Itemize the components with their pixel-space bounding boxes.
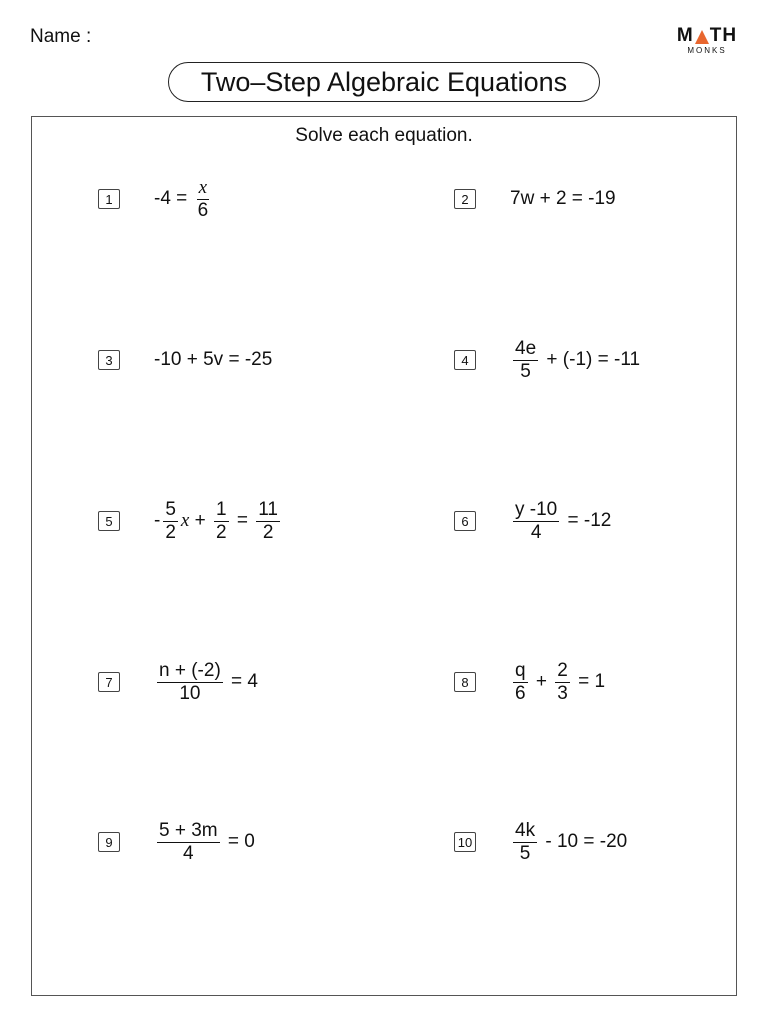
problem-6 (454, 491, 611, 551)
math-monks-logo (676, 26, 738, 56)
problem-1 (98, 169, 213, 229)
problem-number-box: 3 (98, 350, 120, 370)
problem-3 (98, 330, 272, 390)
equation-text: -4 = (154, 188, 193, 209)
numerator: 5 (165, 498, 176, 520)
fraction (513, 339, 538, 382)
fraction (513, 821, 537, 864)
denominator: 6 (515, 682, 526, 704)
fraction (214, 500, 229, 543)
equation-text: = 4 (225, 671, 259, 692)
denominator: 3 (557, 682, 568, 704)
numerator: 1 (216, 498, 227, 520)
equation-text: - (154, 510, 161, 531)
equation-text: = 0 (222, 831, 255, 852)
fraction (196, 178, 211, 221)
numerator: q (515, 659, 526, 681)
equation-text: - 10 = -20 (540, 831, 628, 852)
instruction-text: Solve each equation. (295, 125, 473, 146)
equation-text: = -12 (562, 510, 612, 531)
problem-4 (454, 330, 640, 390)
problem-number-box: 5 (98, 511, 120, 531)
fraction (513, 661, 528, 704)
logo-triangle-icon (695, 30, 709, 44)
equation (510, 821, 627, 864)
numerator: 11 (258, 498, 278, 520)
equation-text: 7w + 2 = -19 (510, 188, 616, 209)
problem-8 (454, 652, 605, 712)
name-label: Name : (30, 26, 92, 47)
numerator: 5 + 3m (159, 819, 218, 841)
equation (154, 349, 272, 371)
problem-number-box: 8 (454, 672, 476, 692)
numerator: n + (-2) (159, 659, 221, 681)
worksheet-title: Two–Step Algebraic Equations (168, 62, 600, 102)
fraction (513, 500, 559, 543)
equation-text: = 1 (572, 671, 606, 692)
equation (154, 821, 255, 864)
denominator: 5 (519, 842, 531, 864)
numerator: 4k (515, 819, 536, 841)
numerator: y -10 (515, 498, 558, 520)
problem-2 (454, 169, 616, 229)
problem-5 (98, 491, 283, 551)
equation (154, 178, 213, 221)
fraction (157, 661, 223, 704)
problem-number-box: 10 (454, 832, 476, 852)
numerator: 4e (515, 337, 537, 359)
denominator: 5 (520, 360, 531, 382)
equation-text: = (231, 510, 254, 531)
equation-text: + (-1) = -11 (541, 349, 641, 370)
logo-text-right: TH (709, 25, 738, 46)
problem-number-box: 7 (98, 672, 120, 692)
problem-9 (98, 812, 255, 872)
problem-7 (98, 652, 258, 712)
equation-text: + (530, 671, 553, 692)
equation (154, 500, 283, 543)
equation (510, 339, 640, 382)
variable: x (180, 510, 190, 531)
problem-number-box: 4 (454, 350, 476, 370)
problem-number-box: 6 (454, 511, 476, 531)
fraction (157, 821, 220, 864)
fraction (555, 661, 570, 704)
numerator: x (198, 176, 208, 198)
logo-text-left: M (676, 25, 694, 46)
problem-10 (454, 812, 627, 872)
equation (510, 188, 616, 210)
problem-number-box: 2 (454, 189, 476, 209)
equation-text: -10 + 5v = -25 (154, 349, 273, 370)
denominator: 2 (262, 521, 274, 543)
worksheet-frame (31, 116, 737, 996)
numerator: 2 (557, 659, 568, 681)
problem-number-box: 9 (98, 832, 120, 852)
denominator: 6 (197, 199, 209, 221)
fraction (256, 500, 280, 543)
equation (154, 661, 258, 704)
denominator: 10 (179, 682, 201, 704)
denominator: 2 (216, 521, 227, 543)
problem-number-box: 1 (98, 189, 120, 209)
equation (510, 661, 605, 704)
logo-subtext: MONKS (687, 46, 727, 55)
equation (510, 500, 611, 543)
denominator: 4 (530, 521, 542, 543)
equation-text: + (189, 510, 211, 531)
denominator: 2 (165, 521, 176, 543)
denominator: 4 (183, 842, 194, 864)
fraction (163, 500, 178, 543)
